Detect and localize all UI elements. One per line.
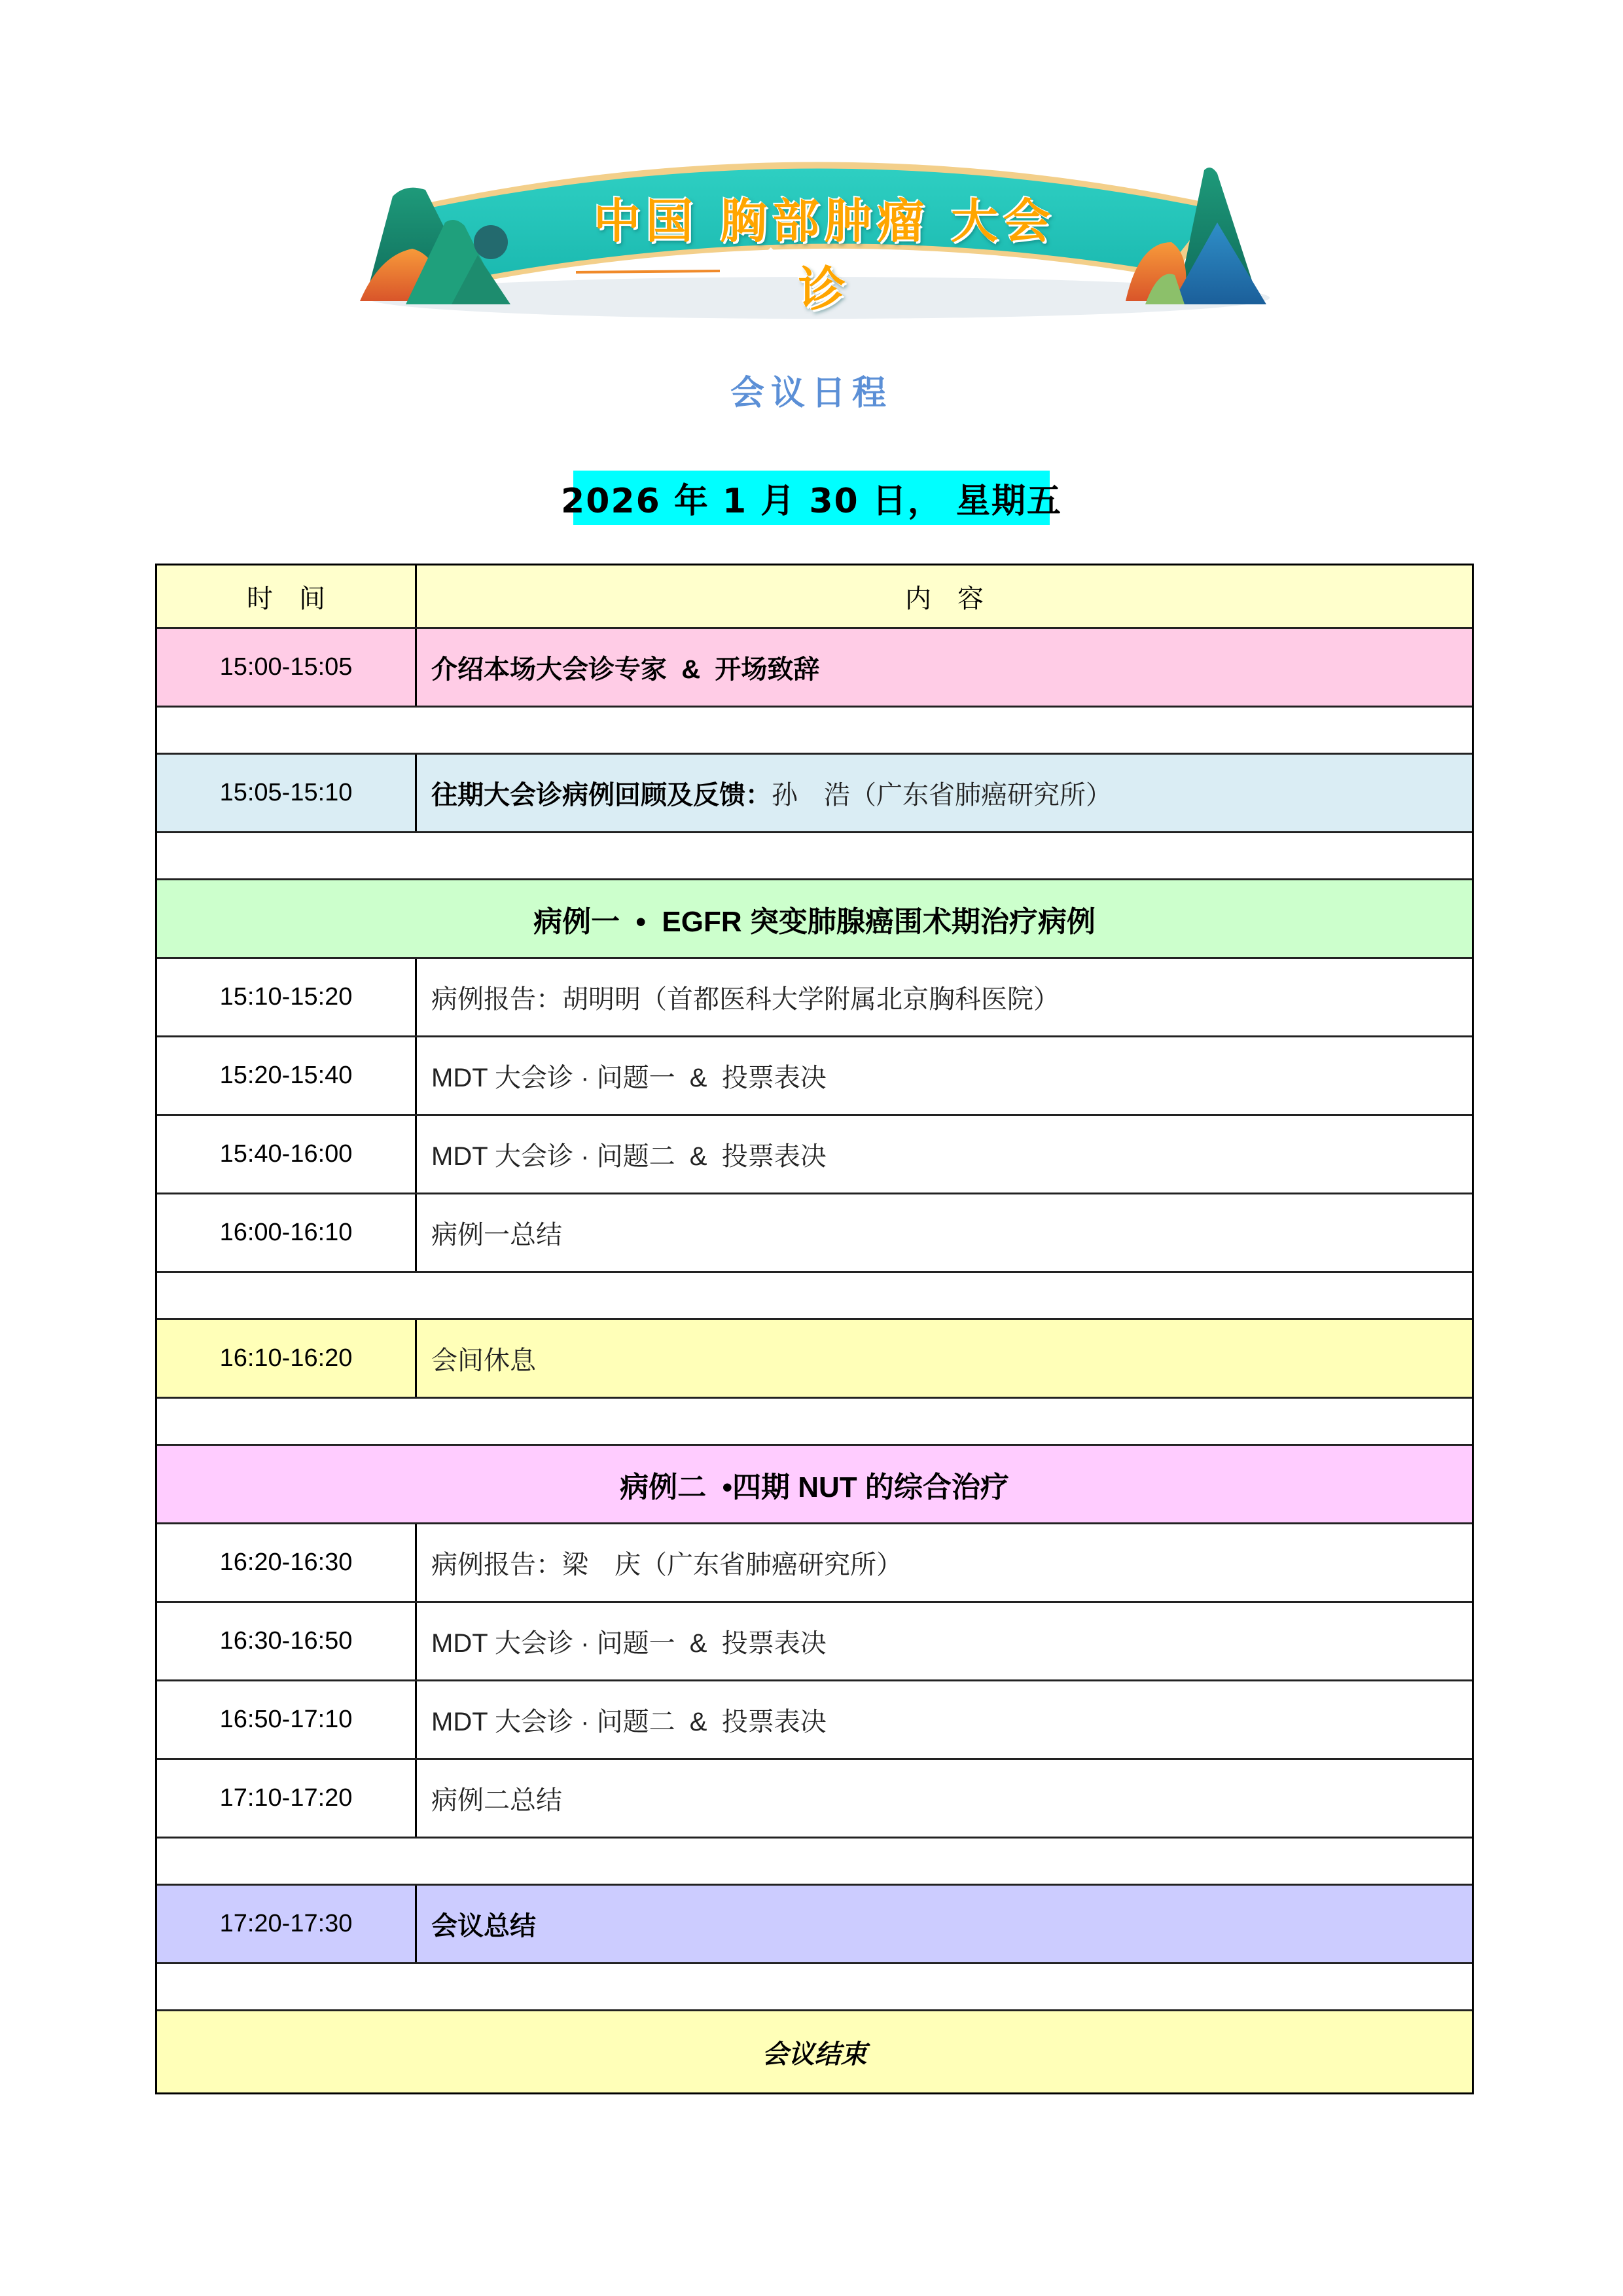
table-row [157, 1037, 1472, 1116]
row-time: 15:10-15:20 [157, 959, 417, 1035]
spacer-row [157, 1273, 1472, 1320]
table-row [157, 1603, 1472, 1681]
table-row [157, 1681, 1472, 1760]
table-row [157, 1524, 1472, 1603]
row-time: 15:20-15:40 [157, 1037, 417, 1114]
row-time: 16:30-16:50 [157, 1603, 417, 1679]
end-row [157, 2011, 1472, 2092]
agenda-table [155, 564, 1474, 2094]
table-header [157, 565, 1472, 629]
row-content: MDT 大会诊 · 问题一 & 投票表决 [431, 1064, 827, 1092]
row-time: 16:00-16:10 [157, 1194, 417, 1271]
row-time: 15:00-15:05 [157, 629, 417, 706]
date-banner: 2026 年 1 月 30 日， 星期五 [573, 471, 1050, 525]
row-content-speaker: 孙 浩（广东省肺癌研究所） [772, 781, 1112, 810]
table-row [157, 959, 1472, 1037]
case-section-row [157, 1446, 1472, 1524]
table-row [157, 1886, 1472, 1964]
row-content: 病例报告：梁 庆（广东省肺癌研究所） [431, 1551, 902, 1579]
row-content: 病例二总结 [431, 1786, 562, 1815]
page-title: 会议日程 [730, 373, 893, 413]
table-row [157, 629, 1472, 708]
row-time: 17:20-17:30 [157, 1886, 417, 1962]
row-time: 16:10-16:20 [157, 1320, 417, 1397]
table-row [157, 755, 1472, 833]
spacer-row [157, 1964, 1472, 2011]
row-content: 会间休息 [431, 1346, 536, 1375]
event-banner [353, 144, 1283, 321]
row-time: 16:20-16:30 [157, 1524, 417, 1601]
case-two-title: 病例二 •四期 NUT 的综合治疗 [620, 1471, 1009, 1503]
row-content: 会议总结 [431, 1912, 536, 1941]
row-time: 15:40-16:00 [157, 1116, 417, 1193]
spacer-row [157, 1399, 1472, 1446]
banner-title: 中国 胸部肿瘤 大会诊 [593, 193, 1056, 317]
spacer-row [157, 708, 1472, 755]
row-time: 16:50-17:10 [157, 1681, 417, 1758]
row-content: 介绍本场大会诊专家 & 开场致辞 [431, 655, 820, 684]
row-content: MDT 大会诊 · 问题二 & 投票表决 [431, 1708, 827, 1736]
row-content: 病例报告：胡明明（首都医科大学附属北京胸科医院） [431, 985, 1060, 1014]
table-row [157, 1320, 1472, 1399]
case-section-row [157, 880, 1472, 959]
spacer-row [157, 1839, 1472, 1886]
table-row [157, 1116, 1472, 1194]
row-content-label: 往期大会诊病例回顾及反馈： [431, 781, 772, 810]
table-row [157, 1194, 1472, 1273]
meeting-end-label: 会议结束 [762, 2039, 867, 2069]
spacer-row [157, 833, 1472, 880]
table-row [157, 1760, 1472, 1839]
case-one-title: 病例一 • EGFR 突变肺腺癌围术期治疗病例 [533, 905, 1096, 938]
header-content: 内 容 [905, 583, 984, 614]
row-time: 15:05-15:10 [157, 755, 417, 831]
header-time: 时 间 [157, 565, 417, 627]
row-content [417, 755, 1472, 831]
row-content: MDT 大会诊 · 问题二 & 投票表决 [431, 1142, 827, 1171]
row-content: MDT 大会诊 · 问题一 & 投票表决 [431, 1629, 827, 1658]
row-time: 17:10-17:20 [157, 1760, 417, 1837]
row-content: 病例一总结 [431, 1221, 562, 1249]
